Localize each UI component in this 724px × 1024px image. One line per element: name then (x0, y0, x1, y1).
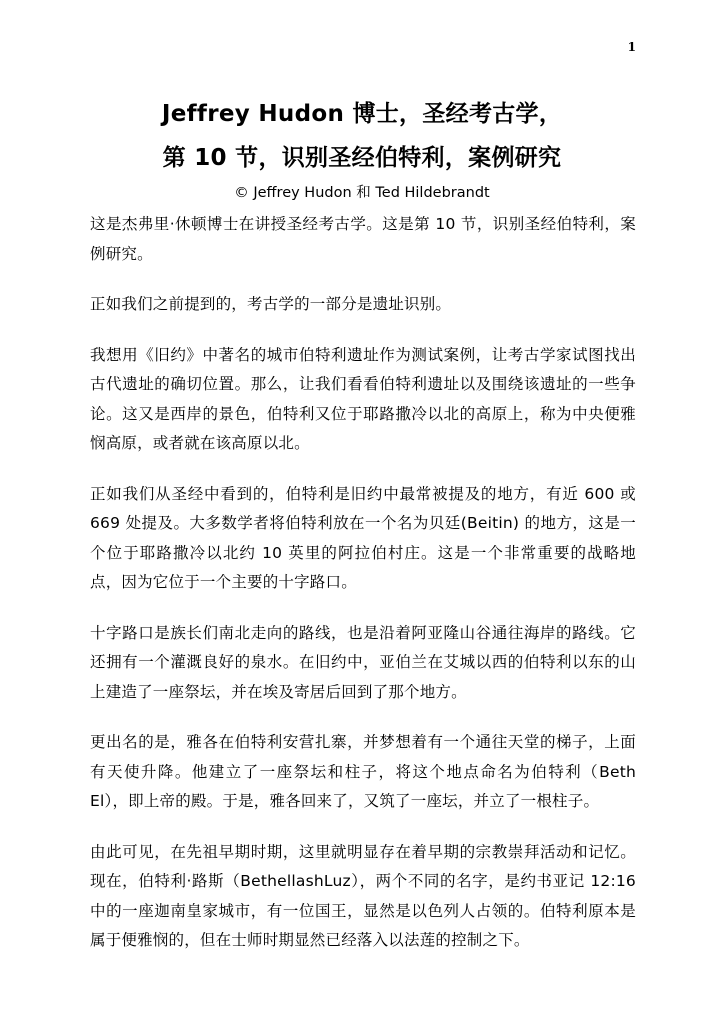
paragraph: 正如我们之前提到的，考古学的一部分是遗址识别。 (90, 295, 452, 313)
page-number: 1 (627, 40, 636, 54)
paragraph: 这是杰弗里·休顿博士在讲授圣经考古学。这是第 10 节，识别圣经伯特利，案例研究。 (90, 215, 636, 263)
paragraph: 由此可见，在先祖早期时期，这里就明显存在着早期的宗教崇拜活动和记忆。现在，伯特利·路斯（BethellashLuz），两个不同的名字，是约书亚记 12:16 中的一座迦南皇家城市，有一位国王，显然是以色列人占领的。伯特利原本是属于便雅悯的，但在士师时期显然已经落入以法莲的控制之下。 (90, 842, 636, 949)
paragraph: 我想用《旧约》中著名的城市伯特利遗址作为测试案例，让考古学家试图找出古代遗址的确切位置。那么，让我们看看伯特利遗址以及围绕该遗址的一些争论。这又是西岸的景色，伯特利又位于耶路撒冷以北的高原上，称为中央便雅悯高原，或者就在该高原以北。 (90, 345, 636, 452)
document-title-line-1: Jeffrey Hudon 博士，圣经考古学， (161, 101, 563, 127)
document-body (90, 210, 636, 977)
paragraph: 正如我们从圣经中看到的，伯特利是旧约中最常被提及的地方，有近 600 或 669 处提及。大多数学者将伯特利放在一个名为贝廷(Beitin) 的地方，这是一个位于耶路撒冷以北约 10 英里的阿拉伯村庄。这是一个非常重要的战略地点，因为它位于一个主要的十字路口。 (90, 484, 636, 591)
document-title-line-2: 第 10 节，识别圣经伯特利，案例研究 (162, 145, 562, 171)
copyright-line: © Jeffrey Hudon 和 Ted Hildebrandt (234, 185, 490, 201)
paragraph: 更出名的是，雅各在伯特利安营扎寨，并梦想着有一个通往天堂的梯子，上面有天使升降。他建立了一座祭坛和柱子，将这个地点命名为伯特利（Beth El），即上帝的殿。于是，雅各回来了，又筑了一座坛，并立了一根柱子。 (90, 733, 636, 810)
paragraph: 十字路口是族长们南北走向的路线，也是沿着阿亚隆山谷通往海岸的路线。它还拥有一个灌溉良好的泉水。在旧约中，亚伯兰在艾城以西的伯特利以东的山上建造了一座祭坛，并在埃及寄居后回到了那个地方。 (90, 623, 636, 701)
title-block (0, 92, 724, 206)
